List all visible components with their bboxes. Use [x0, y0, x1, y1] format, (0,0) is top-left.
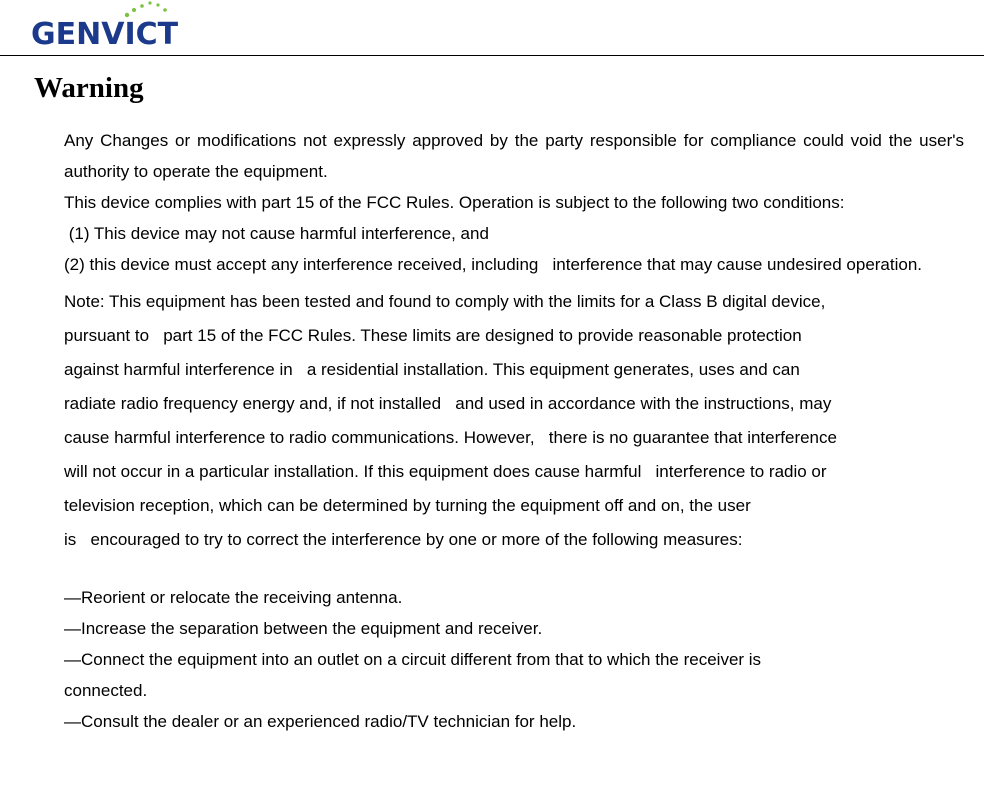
- measure-item: —Increase the separation between the equipment and receiver.: [64, 619, 543, 638]
- measure-item: —Reorient or relocate the receiving antenna.: [64, 588, 403, 607]
- measures-list: [64, 582, 964, 737]
- note-line: pursuant to part 15 of the FCC Rules. These limits are designed to provide reasonable protection: [64, 326, 802, 345]
- logo-wordmark: GENVICT: [31, 17, 179, 50]
- note-line: cause harmful interference to radio communications. However, there is no guarantee that interference: [64, 428, 837, 447]
- page-header: [0, 0, 984, 56]
- measure-item: —Consult the dealer or an experienced radio/TV technician for help.: [64, 712, 577, 731]
- note-line: will not occur in a particular installation. If this equipment does cause harmful interference to radio or: [64, 462, 827, 481]
- header-divider: [0, 55, 984, 56]
- note-line: Note: This equipment has been tested and found to comply with the limits for a Class B digital device,: [64, 292, 826, 311]
- note-line: television reception, which can be determined by turning the equipment off and on, the user: [64, 496, 751, 515]
- measure-item: connected.: [64, 681, 148, 700]
- page-title: Warning: [34, 72, 144, 104]
- complies-paragraph: This device complies with part 15 of the FCC Rules. Operation is subject to the following two conditions:: [64, 193, 845, 212]
- changes-paragraph: Any Changes or modifications not expressly approved by the party responsible for compliance could void the user's authority to operate the equipment.: [64, 131, 964, 181]
- note-line: is encouraged to try to correct the interference by one or more of the following measures:: [64, 530, 743, 549]
- note-line: against harmful interference in a residential installation. This equipment generates, uses and can: [64, 360, 800, 379]
- condition-1: (1) This device may not cause harmful interference, and: [64, 224, 489, 243]
- genvict-logo: [31, 0, 181, 50]
- condition-2: (2) this device must accept any interference received, including interference that may cause undesired operation.: [64, 255, 923, 274]
- warning-content: [64, 125, 964, 737]
- measure-item: —Connect the equipment into an outlet on a circuit different from that to which the receiver is: [64, 650, 762, 669]
- note-line: radiate radio frequency energy and, if not installed and used in accordance with the instructions, may: [64, 394, 832, 413]
- note-paragraph: [64, 285, 964, 557]
